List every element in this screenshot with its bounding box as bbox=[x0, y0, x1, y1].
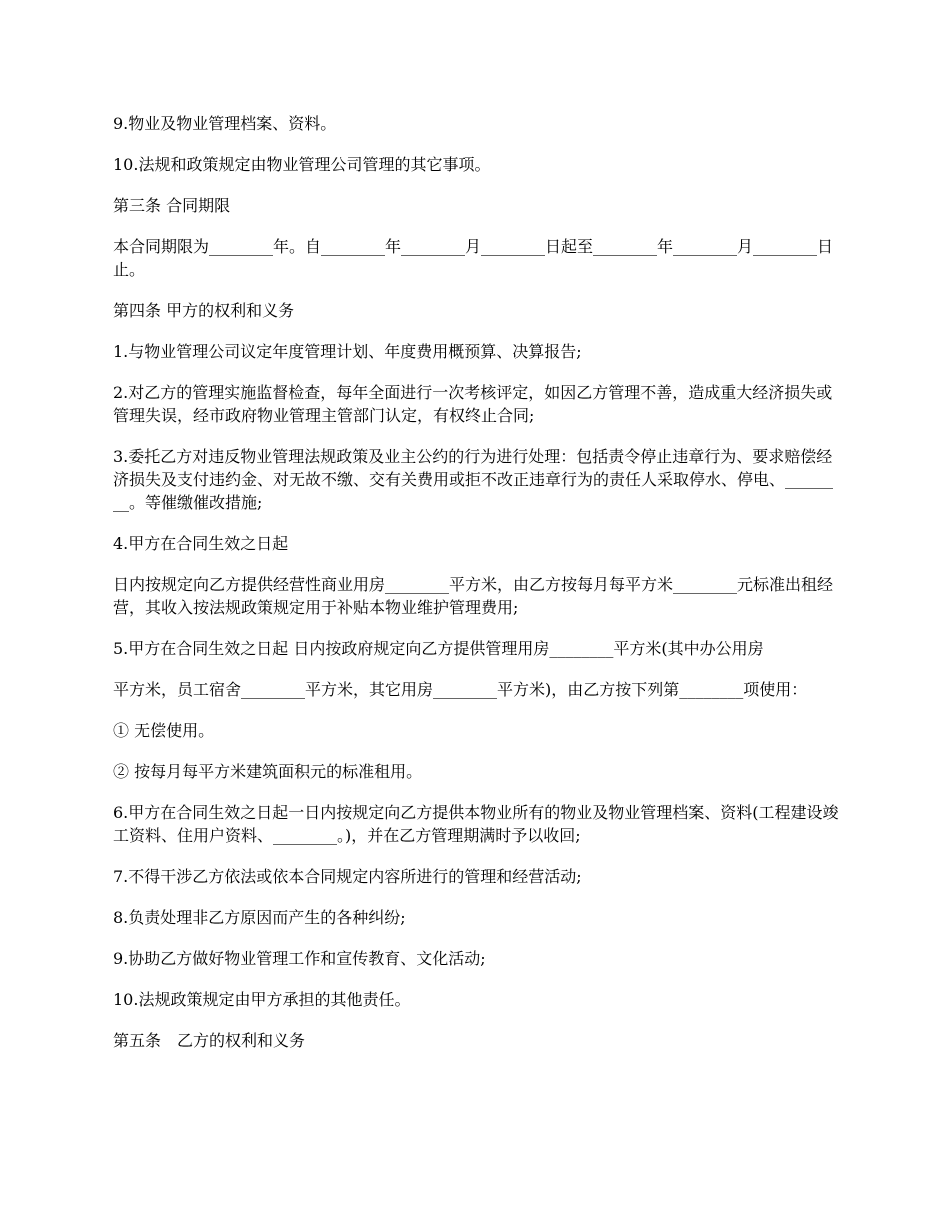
section-heading-article-4: 第四条 甲方的权利和义务 bbox=[113, 301, 295, 320]
clause-item-9-archives: 9.物业及物业管理档案、资料。 bbox=[113, 114, 337, 133]
section-heading-article-3: 第三条 合同期限 bbox=[113, 196, 231, 215]
party-a-item-9: 9.协助乙方做好物业管理工作和宣传教育、文化活动; bbox=[113, 949, 486, 968]
party-a-item-7: 7.不得干涉乙方依法或依本合同规定内容所进行的管理和经营活动; bbox=[113, 867, 582, 886]
party-a-item-6: 6.甲方在合同生效之日起一日内按规定向乙方提供本物业所有的物业及物业管理档案、资料(工程建设竣工资料、住用户资料、________。)，并在乙方管理期满时予以收回; bbox=[113, 803, 839, 845]
party-a-item-1: 1.与物业管理公司议定年度管理计划、年度费用概预算、决算报告; bbox=[113, 342, 582, 361]
party-a-item-2: 2.对乙方的管理实施监督检查，每年全面进行一次考核评定，如因乙方管理不善，造成重大经济损失或管理失误，经市政府物业管理主管部门认定，有权终止合同; bbox=[113, 383, 833, 425]
section-heading-article-5: 第五条 乙方的权利和义务 bbox=[113, 1031, 306, 1050]
party-a-item-4-intro: 4.甲方在合同生效之日起 bbox=[113, 534, 289, 553]
clause-item-10-other-matters: 10.法规和政策规定由物业管理公司管理的其它事项。 bbox=[113, 155, 491, 174]
party-a-item-10: 10.法规政策规定由甲方承担的其他责任。 bbox=[113, 990, 411, 1009]
party-a-item-5-intro: 5.甲方在合同生效之日起 日内按政府规定向乙方提供管理用房________平方米(其中办公用房 bbox=[113, 639, 764, 658]
party-a-item-3: 3.委托乙方对违反物业管理法规政策及业主公约的行为进行处理：包括责令停止违章行为、要求赔偿经济损失及支付违约金、对无故不缴、交有关费用或拒不改正违章行为的责任人采取停水、停电、________。等催缴催改措施; bbox=[113, 447, 834, 512]
party-a-item-8: 8.负责处理非乙方原因而产生的各种纠纷; bbox=[113, 908, 406, 927]
usage-option-1: ① 无偿使用。 bbox=[113, 721, 215, 740]
party-a-item-4-body: 日内按规定向乙方提供经营性商业用房________平方米，由乙方按每月每平方米________元标准出租经营，其收入按法规政策规定用于补贴本物业维护管理费用; bbox=[113, 575, 834, 617]
usage-option-2: ② 按每月每平方米建筑面积元的标准租用。 bbox=[113, 762, 423, 781]
document-page bbox=[113, 112, 840, 1070]
party-a-item-5-body: 平方米，员工宿舍________平方米，其它用房________平方米)，由乙方按下列第________项使用： bbox=[113, 680, 808, 699]
contract-term-paragraph: 本合同期限为________年。自________年________月________日起至________年________月________日止。 bbox=[113, 237, 834, 279]
